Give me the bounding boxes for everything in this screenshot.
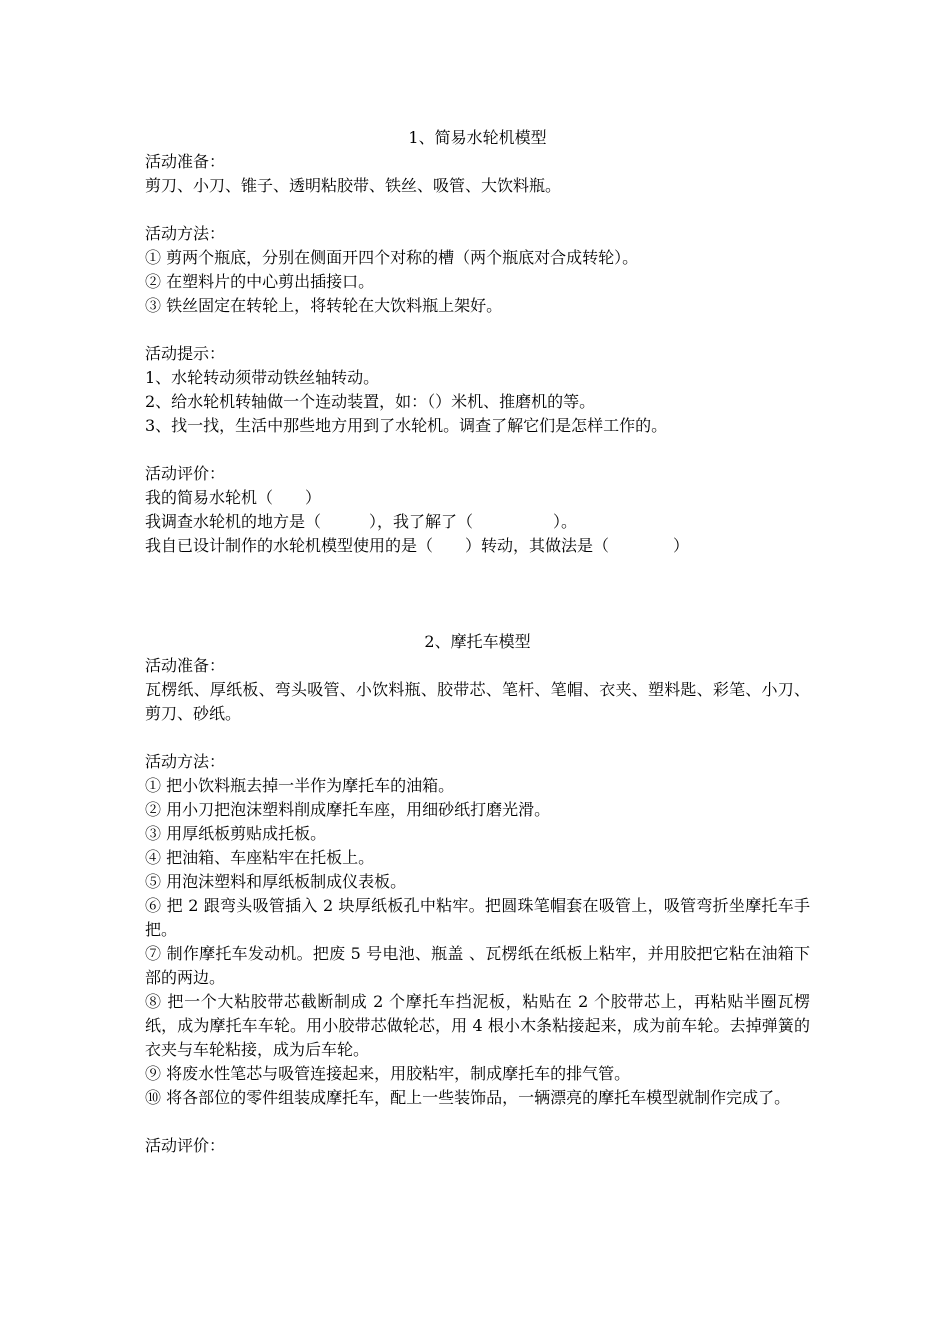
document-content <box>145 126 810 1158</box>
section2-prep-text: 瓦楞纸、厚纸板、弯头吸管、小饮料瓶、胶带芯、笔杆、笔帽、衣夹、塑料匙、彩笔、小刀、剪刀、砂纸。 <box>145 680 810 723</box>
section2-method-item: ① 把小饮料瓶去掉一半作为摩托车的油箱。 <box>145 776 455 795</box>
section1-eval-item: 我调查水轮机的地方是（ ），我了解了（ ）。 <box>145 512 578 531</box>
section2-method-item: ⑨ 将废水性笔芯与吸管连接起来，用胶粘牢，制成摩托车的排气管。 <box>145 1064 631 1083</box>
section1-eval-heading: 活动评价： <box>145 464 226 483</box>
section2-method-item: ⑧ 把一个大粘胶带芯截断制成 2 个摩托车挡泥板，粘贴在 2 个胶带芯上，再粘贴半圈瓦楞纸，成为摩托车车轮。用小胶带芯做轮芯，用 4 根小木条粘接起来，成为前车轮。去掉弹簧的衣夹与车轮粘接，成为后车轮。 <box>145 992 810 1059</box>
section2-method-item: ④ 把油箱、车座粘牢在托板上。 <box>145 848 375 867</box>
section1-tips-heading: 活动提示： <box>145 344 226 363</box>
section1-method-heading: 活动方法： <box>145 224 226 243</box>
spacer <box>145 198 810 222</box>
section2-prep-heading: 活动准备： <box>145 656 226 675</box>
section2-method-item: ⑥ 把 2 跟弯头吸管插入 2 块厚纸板孔中粘牢。把圆珠笔帽套在吸管上，吸管弯折坐摩托车手把。 <box>145 896 810 939</box>
section1-tip-item: 1、水轮转动须带动铁丝轴转动。 <box>145 368 380 387</box>
section1-tip-item: 2、给水轮机转轴做一个连动装置，如：（）米机、推磨机的等。 <box>145 392 596 411</box>
spacer <box>145 1110 810 1134</box>
section1-method-item: ② 在塑料片的中心剪出插接口。 <box>145 272 375 291</box>
section1-eval-item: 我的简易水轮机（ ） <box>145 488 322 507</box>
section2-title: 2、摩托车模型 <box>424 632 531 651</box>
section2-method-item: ③ 用厚纸板剪贴成托板。 <box>145 824 327 843</box>
section1-method-item: ③ 铁丝固定在转轮上，将转轮在大饮料瓶上架好。 <box>145 296 503 315</box>
section1-eval-item: 我自已设计制作的水轮机模型使用的是（ ）转动，其做法是（ ） <box>145 536 690 555</box>
section1-method-item: ① 剪两个瓶底，分别在侧面开四个对称的槽（两个瓶底对合成转轮）。 <box>145 248 639 267</box>
spacer <box>145 318 810 342</box>
spacer <box>145 558 810 630</box>
section2-eval-heading: 活动评价： <box>145 1136 226 1155</box>
section2-method-item: ② 用小刀把泡沫塑料削成摩托车座，用细砂纸打磨光滑。 <box>145 800 551 819</box>
section2-method-item: ⑩ 将各部位的零件组装成摩托车，配上一些装饰品，一辆漂亮的摩托车模型就制作完成了。 <box>145 1088 791 1107</box>
section2-method-heading: 活动方法： <box>145 752 226 771</box>
section1-prep-text: 剪刀、小刀、锥子、透明粘胶带、铁丝、吸管、大饮料瓶。 <box>145 176 562 195</box>
section1-prep-heading: 活动准备： <box>145 152 226 171</box>
section1-tip-item: 3、找一找，生活中那些地方用到了水轮机。调查了解它们是怎样工作的。 <box>145 416 668 435</box>
section2-method-item: ⑤ 用泡沫塑料和厚纸板制成仪表板。 <box>145 872 407 891</box>
spacer <box>145 726 810 750</box>
spacer <box>145 438 810 462</box>
section2-method-item: ⑦ 制作摩托车发动机。把废 5 号电池、瓶盖 、瓦楞纸在纸板上粘牢，并用胶把它粘在油箱下部的两边。 <box>145 944 810 987</box>
section1-title: 1、简易水轮机模型 <box>408 128 547 147</box>
